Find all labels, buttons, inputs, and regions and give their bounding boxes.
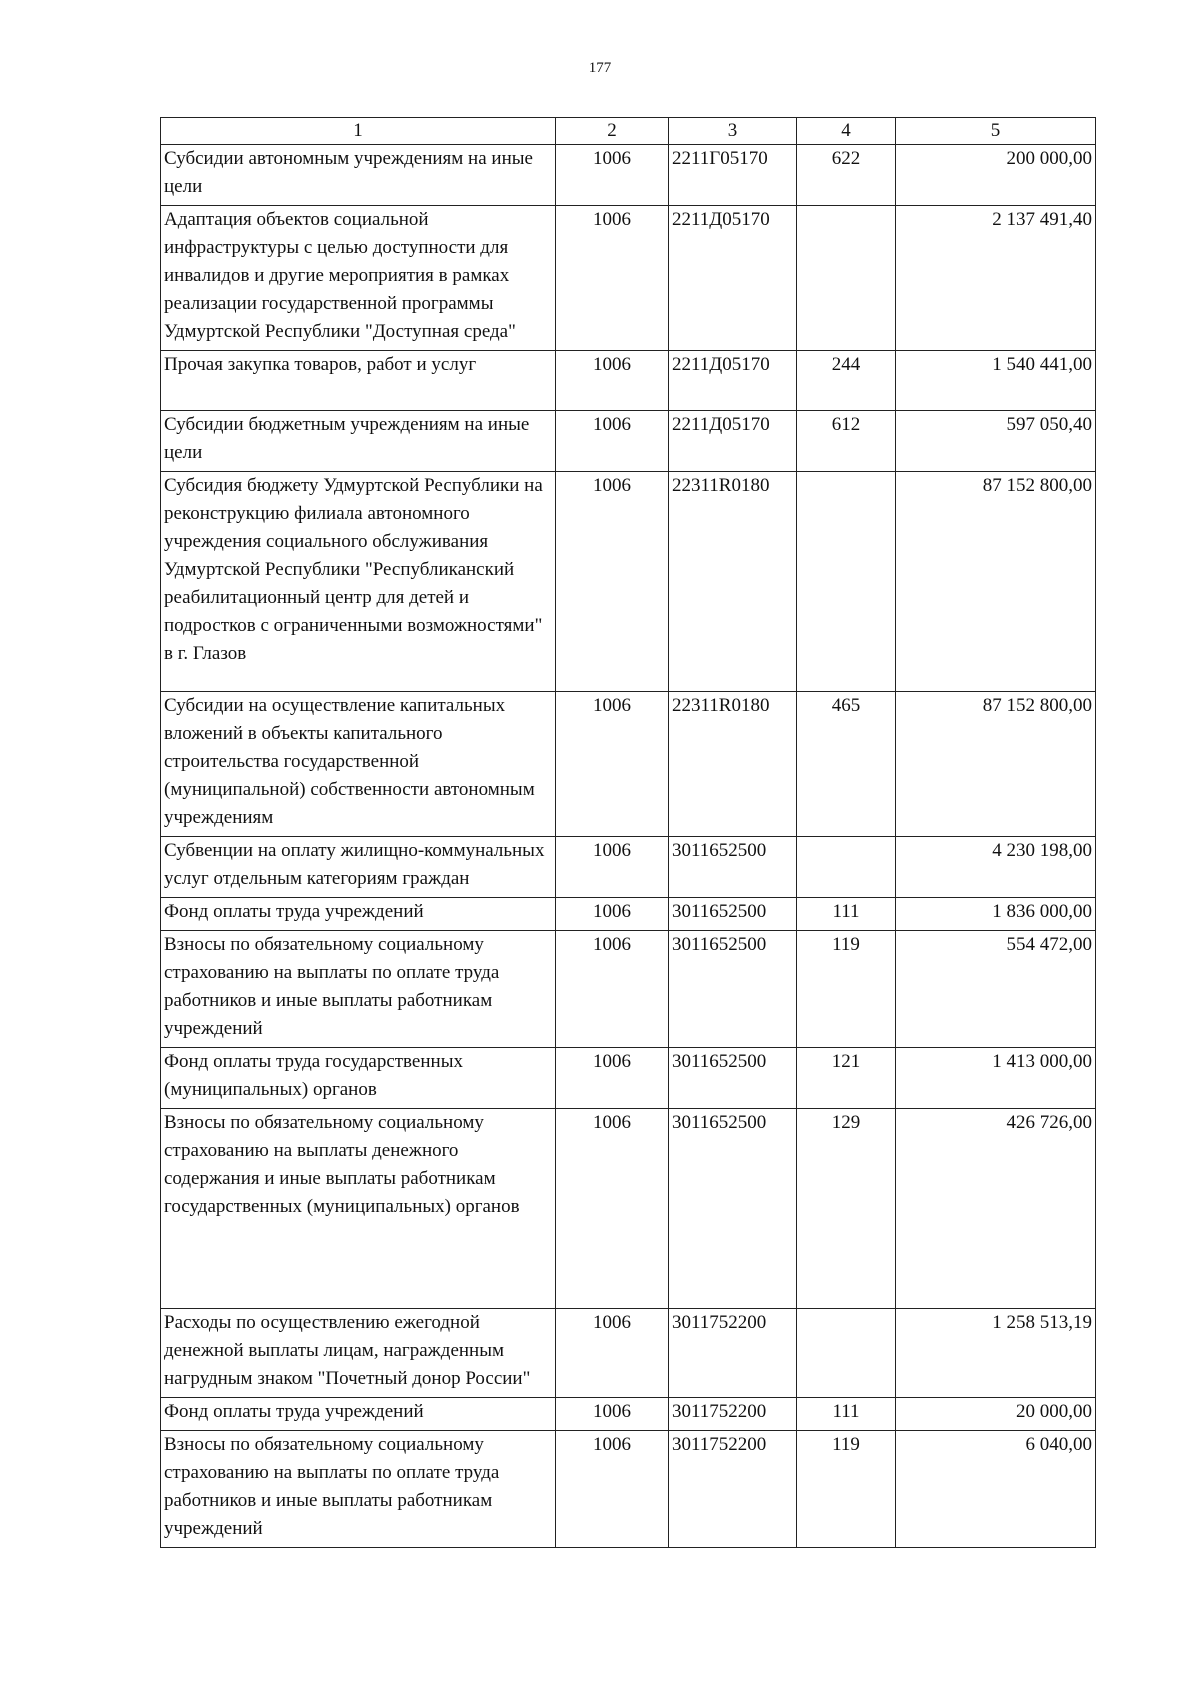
row-name: Субвенции на оплату жилищно-коммунальных услуг отдельным категориям граждан: [161, 837, 556, 898]
table-row: [161, 898, 1096, 931]
row-amount: 1 836 000,00: [896, 898, 1096, 931]
row-amount: 87 152 800,00: [896, 692, 1096, 837]
row-amount: 20 000,00: [896, 1398, 1096, 1431]
row-section: 1006: [556, 837, 669, 898]
row-target: 2211Д05170: [669, 411, 797, 472]
row-name: Взносы по обязательному социальному страхованию на выплаты по оплате труда работников и иные выплаты работникам учреждений: [161, 1431, 556, 1548]
row-name: Субсидии на осуществление капитальных вложений в объекты капитального строительства государственной (муниципальной) собственности автономным учреждениям: [161, 692, 556, 837]
row-name: Фонд оплаты труда учреждений: [161, 898, 556, 931]
row-target: 3011752200: [669, 1398, 797, 1431]
row-name: Фонд оплаты труда учреждений: [161, 1398, 556, 1431]
row-section: 1006: [556, 206, 669, 351]
row-type: [797, 1309, 896, 1398]
row-type: 111: [797, 1398, 896, 1431]
row-type: 121: [797, 1048, 896, 1109]
row-name: Взносы по обязательному социальному страхованию на выплаты денежного содержания и иные выплаты работникам государственных (муниципальных) органов: [161, 1109, 556, 1309]
row-amount: 554 472,00: [896, 931, 1096, 1048]
row-section: 1006: [556, 411, 669, 472]
row-target: 3011652500: [669, 1048, 797, 1109]
table-row: [161, 1431, 1096, 1548]
column-header: 1: [161, 118, 556, 145]
row-target: 22311R0180: [669, 472, 797, 692]
table-row: [161, 145, 1096, 206]
table-row: [161, 837, 1096, 898]
row-type: 622: [797, 145, 896, 206]
row-target: 3011652500: [669, 898, 797, 931]
row-type: [797, 472, 896, 692]
row-name: Субсидии автономным учреждениям на иные цели: [161, 145, 556, 206]
page-number: 177: [588, 60, 612, 76]
row-name: Расходы по осуществлению ежегодной денежной выплаты лицам, награжденным нагрудным знаком "Почетный донор России": [161, 1309, 556, 1398]
row-amount: 1 540 441,00: [896, 351, 1096, 411]
row-amount: 87 152 800,00: [896, 472, 1096, 692]
budget-table: [160, 117, 1096, 1548]
row-type: 111: [797, 898, 896, 931]
row-target: 3011752200: [669, 1309, 797, 1398]
row-target: 3011752200: [669, 1431, 797, 1548]
row-amount: 2 137 491,40: [896, 206, 1096, 351]
row-type: 119: [797, 1431, 896, 1548]
row-target: 3011652500: [669, 837, 797, 898]
row-section: 1006: [556, 898, 669, 931]
row-amount: 6 040,00: [896, 1431, 1096, 1548]
table-row: [161, 1398, 1096, 1431]
row-section: 1006: [556, 145, 669, 206]
row-amount: 1 413 000,00: [896, 1048, 1096, 1109]
table-row: [161, 692, 1096, 837]
row-name: Взносы по обязательному социальному страхованию на выплаты по оплате труда работников и иные выплаты работникам учреждений: [161, 931, 556, 1048]
row-amount: 1 258 513,19: [896, 1309, 1096, 1398]
row-section: 1006: [556, 351, 669, 411]
row-target: 2211Д05170: [669, 206, 797, 351]
row-amount: 4 230 198,00: [896, 837, 1096, 898]
row-target: 3011652500: [669, 931, 797, 1048]
row-section: 1006: [556, 692, 669, 837]
table-row: [161, 351, 1096, 411]
row-type: 244: [797, 351, 896, 411]
row-name: Фонд оплаты труда государственных (муниципальных) органов: [161, 1048, 556, 1109]
row-type: [797, 837, 896, 898]
row-name: Субсидии бюджетным учреждениям на иные цели: [161, 411, 556, 472]
row-section: 1006: [556, 472, 669, 692]
row-section: 1006: [556, 931, 669, 1048]
row-target: 2211Д05170: [669, 351, 797, 411]
row-amount: 597 050,40: [896, 411, 1096, 472]
row-section: 1006: [556, 1398, 669, 1431]
row-type: 465: [797, 692, 896, 837]
row-target: 22311R0180: [669, 692, 797, 837]
table-row: [161, 1109, 1096, 1309]
table-row: [161, 206, 1096, 351]
column-header: 2: [556, 118, 669, 145]
row-type: [797, 206, 896, 351]
row-type: 119: [797, 931, 896, 1048]
table-row: [161, 1048, 1096, 1109]
column-header: 4: [797, 118, 896, 145]
row-amount: 200 000,00: [896, 145, 1096, 206]
table-row: [161, 411, 1096, 472]
table-row: [161, 472, 1096, 692]
row-name: Прочая закупка товаров, работ и услуг: [161, 351, 556, 411]
row-section: 1006: [556, 1048, 669, 1109]
row-section: 1006: [556, 1431, 669, 1548]
column-header: 3: [669, 118, 797, 145]
row-name: Субсидия бюджету Удмуртской Республики на реконструкцию филиала автономного учреждения социального обслуживания Удмуртской Республики "Республиканский реабилитационный центр для детей и подростков с ограниченными возможностями" в г. Глазов: [161, 472, 556, 692]
table-row: [161, 1309, 1096, 1398]
row-type: 612: [797, 411, 896, 472]
row-section: 1006: [556, 1309, 669, 1398]
row-name: Адаптация объектов социальной инфраструктуры с целью доступности для инвалидов и другие мероприятия в рамках реализации государственной программы Удмуртской Республики "Доступная среда": [161, 206, 556, 351]
table-header-row: [161, 118, 1096, 145]
table-row: [161, 931, 1096, 1048]
row-section: 1006: [556, 1109, 669, 1309]
column-header: 5: [896, 118, 1096, 145]
row-amount: 426 726,00: [896, 1109, 1096, 1309]
row-type: 129: [797, 1109, 896, 1309]
row-target: 2211Г05170: [669, 145, 797, 206]
row-target: 3011652500: [669, 1109, 797, 1309]
